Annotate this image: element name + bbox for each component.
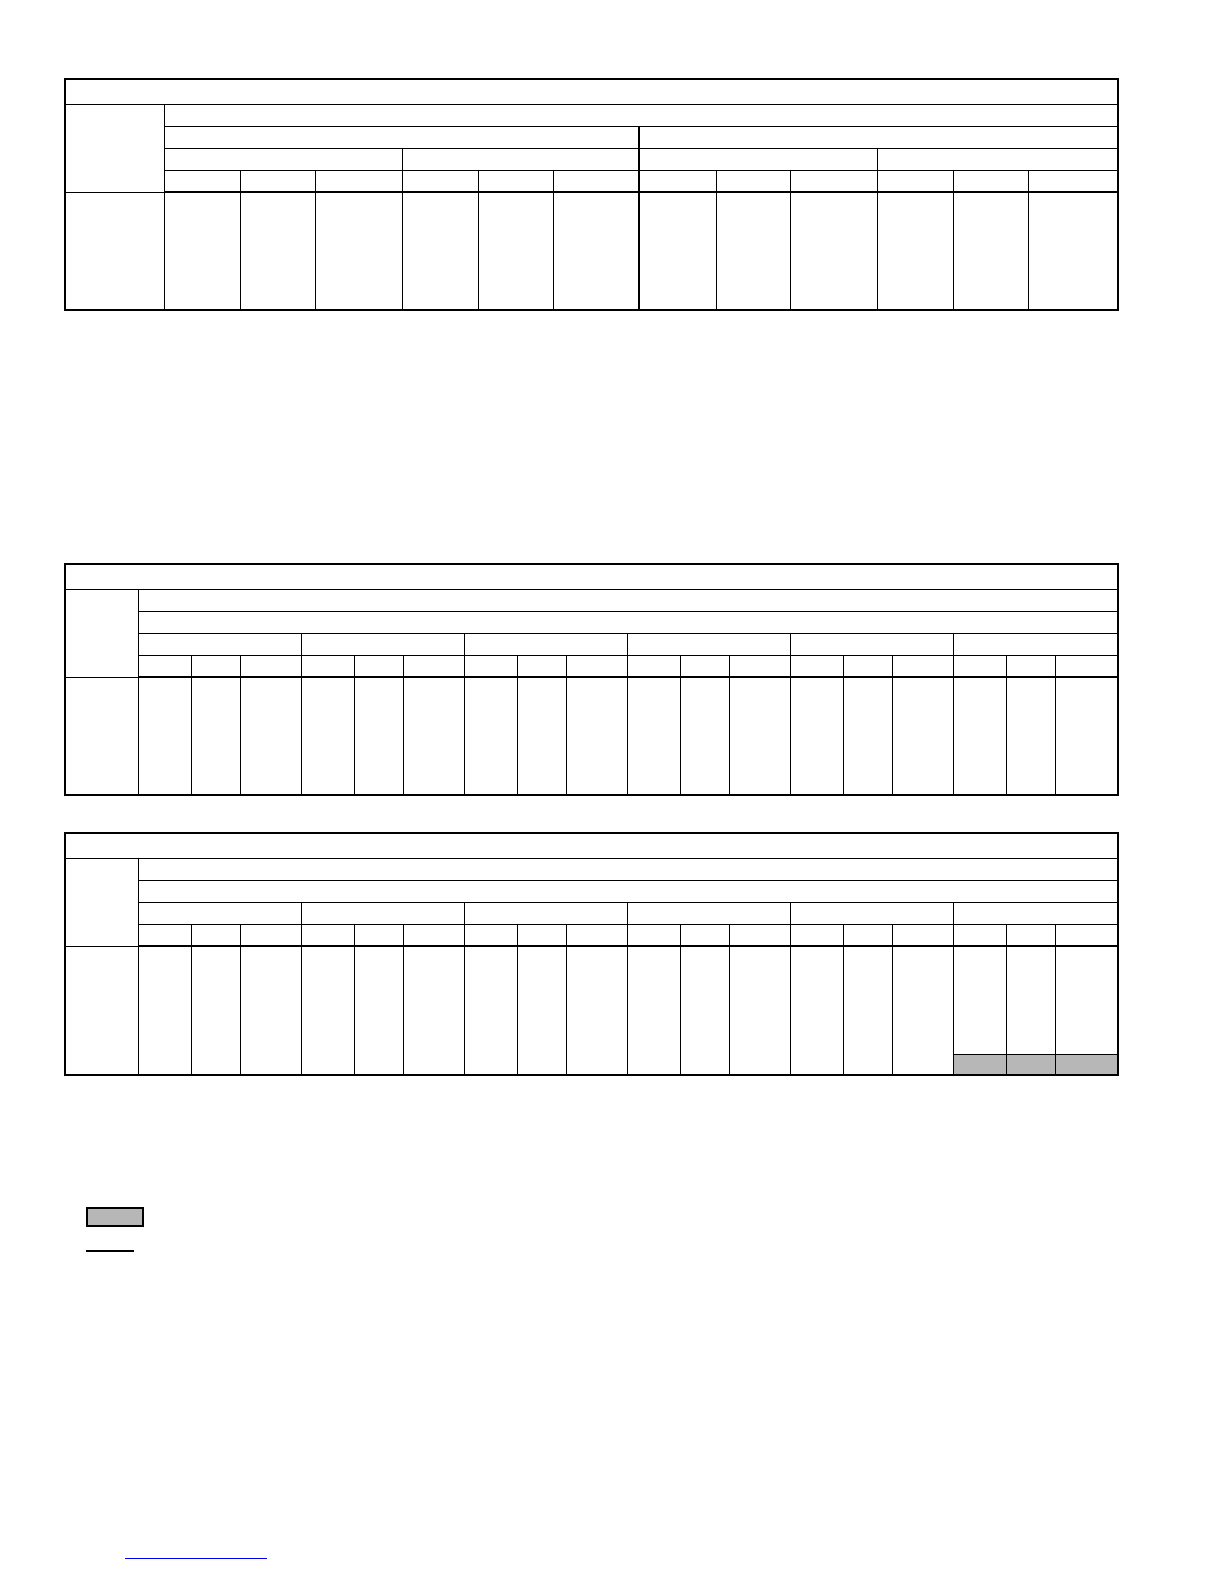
table-2-group-header: [138, 589, 1118, 611]
table-2: [64, 563, 1119, 796]
table-cell: [1055, 677, 1118, 795]
table-2-column-group-header: [464, 633, 627, 655]
table-1-column-header: [402, 170, 478, 192]
table-3-column-header: [953, 924, 1006, 946]
table-1-column-header: [716, 170, 790, 192]
table-3-column-header: [517, 924, 566, 946]
table-1-row-label: [65, 192, 164, 310]
table-2-column-group-header: [301, 633, 464, 655]
table-cell: [877, 192, 953, 310]
table-2-column-group-header: [790, 633, 953, 655]
table-3-column-header: [354, 924, 403, 946]
table-cell: [354, 677, 403, 795]
table-cell: [402, 192, 478, 310]
table-3-column-header: [680, 924, 729, 946]
table-3-column-header: [138, 924, 191, 946]
table-2-column-group-header: [627, 633, 790, 655]
table-1-column-header: [877, 170, 953, 192]
table-2-column-header: [627, 655, 680, 677]
table-cell: [403, 677, 464, 795]
table-3: [64, 832, 1119, 1076]
table-cell: [843, 677, 892, 795]
table-2-subgroup-header: [138, 611, 1118, 633]
table-cell: [892, 946, 953, 1075]
table-2-column-group-header: [138, 633, 301, 655]
table-3-column-header: [729, 924, 790, 946]
table-2-column-header: [729, 655, 790, 677]
table-cell: [464, 677, 517, 795]
table-3-column-group-header: [138, 902, 301, 924]
table-2-column-header: [680, 655, 729, 677]
table-2-column-group-header: [953, 633, 1118, 655]
table-cell: [1006, 946, 1055, 1054]
table-3-column-header: [566, 924, 627, 946]
table-3-column-header: [843, 924, 892, 946]
table-2-column-header: [517, 655, 566, 677]
table-row: [65, 946, 1118, 1054]
table-2-column-header: [191, 655, 240, 677]
table-2-column-header: [892, 655, 953, 677]
table-3-column-header: [403, 924, 464, 946]
table-cell: [729, 677, 790, 795]
table-cell: [164, 192, 240, 310]
table-2-column-header: [843, 655, 892, 677]
table-2-column-header: [464, 655, 517, 677]
table-1-column-header: [553, 170, 639, 192]
table-cell: [403, 946, 464, 1075]
table-2-column-header: [403, 655, 464, 677]
table-cell: [892, 677, 953, 795]
table-1-column-header: [478, 170, 553, 192]
shaded-cell: [1006, 1054, 1055, 1075]
shaded-legend-swatch: [86, 1207, 144, 1227]
table-cell: [1028, 192, 1118, 310]
table-3-title: [65, 833, 1118, 858]
table-1-column-header: [639, 170, 716, 192]
table-3-column-header: [191, 924, 240, 946]
table-cell: [790, 946, 843, 1075]
table-2-column-header: [566, 655, 627, 677]
table-cell: [240, 946, 301, 1075]
table-cell: [191, 946, 240, 1075]
table-3-column-group-header: [953, 902, 1118, 924]
table-row: [65, 192, 1118, 310]
table-1-column-group-header: [164, 148, 402, 170]
table-3-column-header: [240, 924, 301, 946]
table-2-column-header: [138, 655, 191, 677]
table-3-subgroup-header: [138, 880, 1118, 902]
table-cell: [843, 946, 892, 1075]
table-1-column-group-header: [402, 148, 639, 170]
table-3-column-header: [301, 924, 354, 946]
table-cell: [517, 946, 566, 1075]
table-1-column-header: [315, 170, 402, 192]
table-2-column-header: [354, 655, 403, 677]
table-3-column-header: [1006, 924, 1055, 946]
table-3-row-label: [65, 946, 138, 1075]
table-1-group-header: [164, 104, 1118, 126]
table-3-column-header: [627, 924, 680, 946]
table-cell: [315, 192, 402, 310]
table-2-row-label: [65, 677, 138, 795]
table-cell: [191, 677, 240, 795]
table-1-column-header: [953, 170, 1028, 192]
table-cell: [553, 192, 639, 310]
table-1-subgroup-header: [164, 126, 639, 148]
note-heading: [86, 1236, 134, 1252]
table-cell: [729, 946, 790, 1075]
table-cell: [1055, 946, 1118, 1054]
table-cell: [1006, 677, 1055, 795]
table-cell: [953, 946, 1006, 1054]
table-1-column-header: [240, 170, 315, 192]
table-cell: [478, 192, 553, 310]
table-cell: [639, 192, 716, 310]
table-3-column-group-header: [464, 902, 627, 924]
table-3-column-header: [464, 924, 517, 946]
table-1: [64, 78, 1119, 311]
table-cell: [138, 677, 191, 795]
table-3-column-header: [790, 924, 843, 946]
table-2-column-header: [953, 655, 1006, 677]
table-cell: [517, 677, 566, 795]
table-3-column-header: [1055, 924, 1118, 946]
table-3-column-header: [892, 924, 953, 946]
table-3-column-group-header: [790, 902, 953, 924]
table-cell: [627, 946, 680, 1075]
table-cell: [301, 946, 354, 1075]
table-cell: [716, 192, 790, 310]
table-1-column-group-header: [877, 148, 1118, 170]
table-1-row-header: [65, 104, 164, 192]
table-2-column-header: [1006, 655, 1055, 677]
table-2-column-header: [301, 655, 354, 677]
table-cell: [953, 192, 1028, 310]
table-cell: [138, 946, 191, 1075]
table-1-title: [65, 79, 1118, 104]
table-cell: [680, 677, 729, 795]
table-3-column-group-header: [627, 902, 790, 924]
table-3-column-group-header: [301, 902, 464, 924]
table-cell: [240, 677, 301, 795]
table-2-column-header: [1055, 655, 1118, 677]
table-cell: [464, 946, 517, 1075]
table-cell: [301, 677, 354, 795]
table-3-group-header: [138, 858, 1118, 880]
table-1-subgroup-header: [639, 126, 1118, 148]
table-1-column-header: [1028, 170, 1118, 192]
table-row: [65, 677, 1118, 795]
table-1-column-group-header: [639, 148, 877, 170]
table-cell: [627, 677, 680, 795]
shaded-cell: [1055, 1054, 1118, 1075]
table-cell: [354, 946, 403, 1075]
table-cell: [790, 677, 843, 795]
table-1-column-header: [164, 170, 240, 192]
table-cell: [566, 946, 627, 1075]
table-cell: [953, 677, 1006, 795]
table-cell: [680, 946, 729, 1075]
shaded-cell: [953, 1054, 1006, 1075]
table-2-row-header: [65, 589, 138, 677]
table-cell: [566, 677, 627, 795]
footer-link[interactable]: [125, 1546, 267, 1559]
table-2-column-header: [790, 655, 843, 677]
table-1-column-header: [790, 170, 877, 192]
table-3-row-header: [65, 858, 138, 946]
table-2-title: [65, 564, 1118, 589]
table-2-column-header: [240, 655, 301, 677]
table-cell: [790, 192, 877, 310]
table-cell: [240, 192, 315, 310]
